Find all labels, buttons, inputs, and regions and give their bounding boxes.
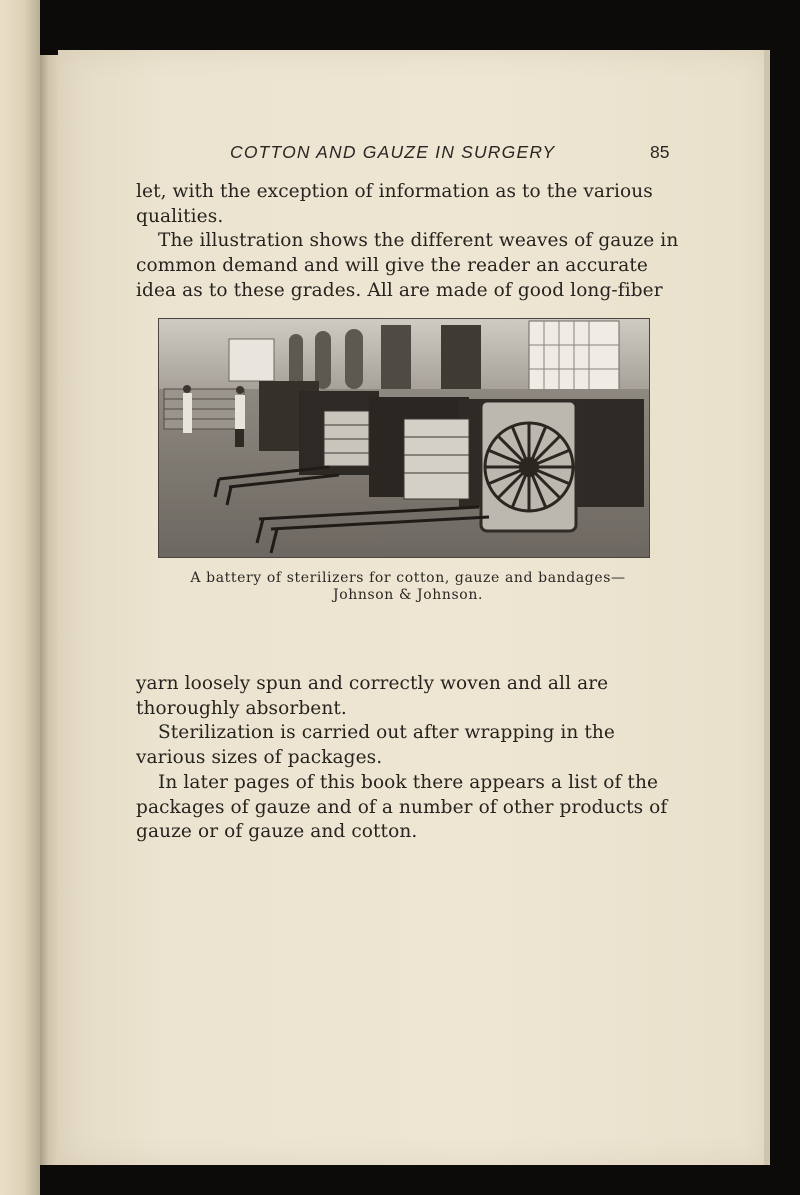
- figure-caption: [148, 570, 668, 604]
- caption-line: A battery of sterilizers for cotton, gauze and bandages—: [190, 570, 626, 586]
- sterilizer-photograph-illustration: [159, 319, 649, 557]
- paragraph: yarn loosely spun and correctly woven and all are thoroughly absorbent.: [136, 673, 609, 719]
- text-block-bottom: [136, 672, 681, 845]
- text-block-top: [136, 180, 681, 304]
- running-head: COTTON AND GAUZE IN SURGERY: [230, 142, 556, 162]
- sterilizer-photograph: [158, 318, 650, 558]
- page-fore-edge: [764, 50, 770, 1165]
- paragraph: The illustration shows the different weaves of gauze in common demand and will give the reader an accurate idea as to these grades. All are made of good long-fiber: [136, 230, 679, 301]
- book-spine: [0, 0, 40, 1195]
- paragraph: let, with the exception of information as to the various qualities.: [136, 181, 653, 227]
- caption-line: Johnson & Johnson.: [332, 587, 484, 603]
- paragraph: In later pages of this book there appears a list of the packages of gauze and of a number of other products of gauze or of gauze and cotton.: [136, 771, 668, 843]
- page-header: [58, 142, 768, 166]
- page-number: 85: [650, 142, 670, 162]
- paragraph: Sterilization is carried out after wrapping in the various sizes of packages.: [136, 722, 615, 769]
- book-page: [58, 50, 768, 1165]
